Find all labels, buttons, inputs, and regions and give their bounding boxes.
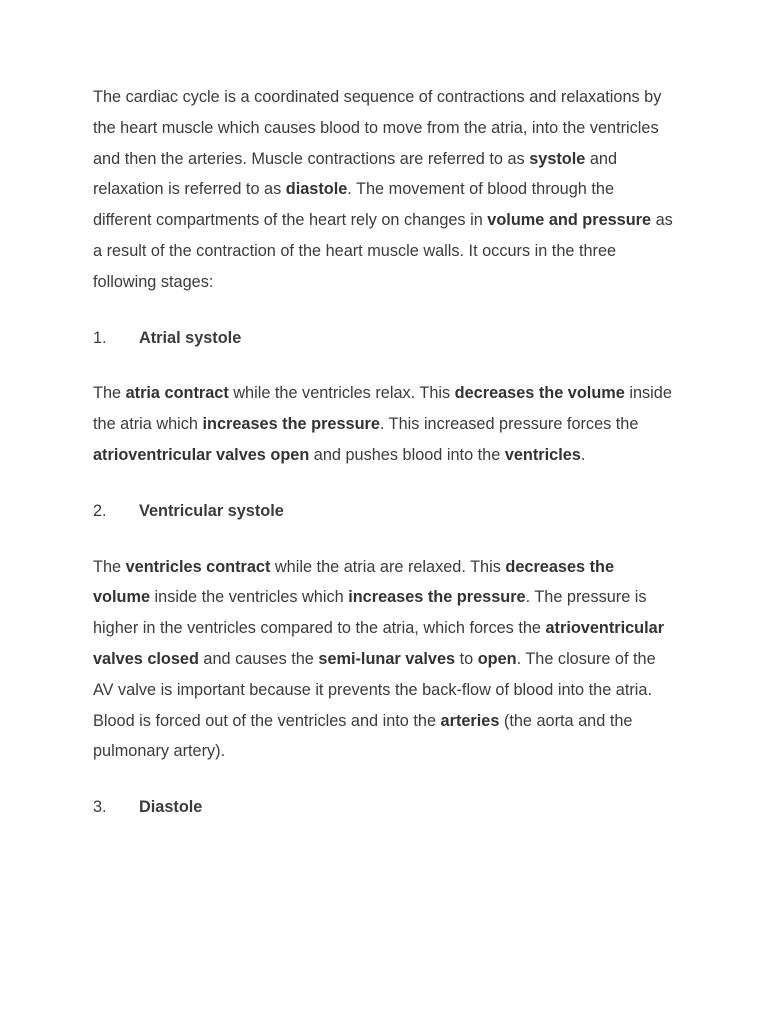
text-run: as a result of the contraction of the heart muscle walls. It occurs in the three following stages:: [93, 211, 673, 291]
stage-heading-3: [93, 792, 675, 823]
bold-term: atrioventricular valves open: [93, 445, 310, 464]
bold-term: increases the pressure: [348, 588, 526, 607]
text-run: inside the ventricles which: [150, 588, 349, 607]
text-run: while the ventricles relax. This: [228, 384, 455, 403]
bold-term: ventricles contract: [125, 557, 271, 576]
text-run: The: [93, 384, 126, 403]
text-run: and pushes blood into the: [309, 445, 505, 464]
text-run: The: [93, 557, 126, 576]
stage-2-paragraph: [93, 552, 675, 768]
bold-term: open: [477, 649, 517, 668]
text-run: The cardiac cycle is a coordinated sequence of contractions and relaxations by the heart muscle which causes blood to move from the atria, into the ventricles and then the arteries. Muscle contractions are referred to as: [93, 88, 662, 168]
bold-term: increases the pressure: [202, 415, 380, 434]
stage-heading-1: [93, 323, 675, 354]
bold-term: decreases the volume: [93, 557, 615, 607]
stage-title: Diastole: [139, 798, 203, 817]
bold-term-volume-pressure: volume and pressure: [487, 211, 652, 230]
bold-term: semi-lunar valves: [318, 649, 456, 668]
bold-term: arteries: [440, 711, 500, 730]
text-run: . This increased pressure forces the: [379, 415, 639, 434]
bold-term: atrioventricular valves closed: [93, 619, 665, 668]
bold-term-diastole: diastole: [285, 180, 348, 199]
stage-1-paragraph: [93, 378, 675, 470]
bold-term-systole: systole: [529, 149, 586, 168]
intro-paragraph: [93, 82, 675, 298]
stage-number: 1.: [93, 328, 107, 347]
text-run: (the aorta and the pulmonary artery).: [93, 711, 633, 761]
stage-title: Atrial systole: [139, 328, 242, 347]
bold-term: atria contract: [125, 384, 229, 403]
stage-heading-2: [93, 496, 675, 527]
stage-title: Ventricular systole: [139, 501, 284, 520]
text-run: inside the atria which: [93, 384, 672, 434]
stage-number: 3.: [93, 798, 107, 817]
bold-term: ventricles: [504, 445, 581, 464]
stage-number: 2.: [93, 501, 107, 520]
text-run: . The closure of the AV valve is important because it prevents the back-flow of blood into the atria. Blood is forced out of the ventricles and into the: [93, 649, 656, 730]
text-run: and causes the: [198, 649, 319, 668]
text-run: .: [580, 445, 586, 464]
text-run: while the atria are relaxed. This: [270, 557, 506, 576]
text-run: and relaxation is referred to as: [93, 149, 618, 199]
text-run: . The pressure is higher in the ventricles compared to the atria, which forces the: [93, 588, 647, 638]
document-body: [93, 82, 675, 823]
bold-term: decreases the volume: [454, 384, 625, 403]
text-run: . The movement of blood through the different compartments of the heart rely on changes in: [93, 180, 614, 230]
text-run: to: [455, 649, 478, 668]
